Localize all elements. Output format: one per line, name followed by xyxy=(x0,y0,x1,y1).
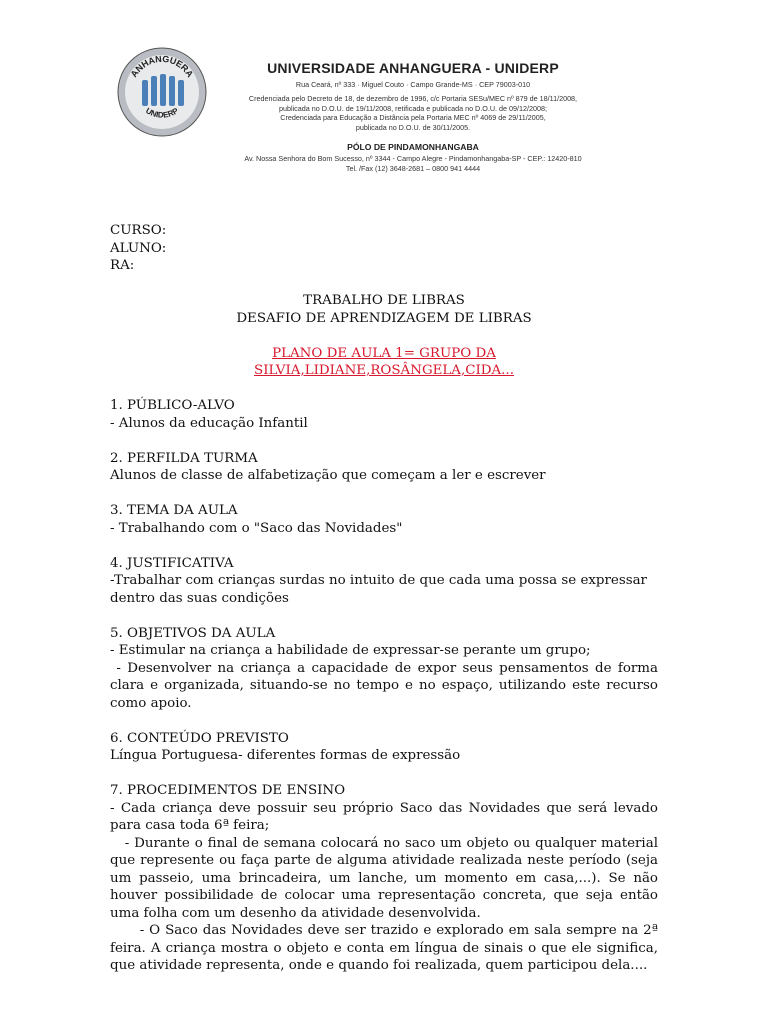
section-7-title: 7. PROCEDIMENTOS DE ENSINO xyxy=(110,783,346,798)
accreditation-line-2: publicada no D.O.U. de 19/11/2008, retificada e publicada no D.O.U. de 09/12/2008; xyxy=(279,103,547,113)
section-7-text-1: - Cada criança deve possuir seu próprio Saco das Novidades que será levado para casa toda 6ª feira; xyxy=(110,800,658,833)
university-logo xyxy=(116,46,208,138)
work-subtitle: DESAFIO DE APRENDIZAGEM DE LIBRAS xyxy=(236,310,532,326)
university-address: Rua Ceará, nº 333 · Miguel Couto · Campo Grande-MS · CEP 79003-010 xyxy=(295,80,531,89)
document-body xyxy=(110,222,663,975)
aluno-label: ALUNO: xyxy=(110,240,167,256)
accreditation-line-1: Credenciada pelo Decreto de 18, de dezembro de 1996, c/c Portaria SESu/MEC nº 879 de 18/11/2008, xyxy=(248,94,578,103)
section-5-text-2: - Desenvolver na criança a capacidade de expor seus pensamentos de forma clara e organizada, situando-se no tempo e no espaço, utilizando este recurso como apoio. xyxy=(110,660,663,711)
polo-address: Av. Nossa Senhora do Bom Sucesso, nº 3344 - Campo Alegre - Pindamonhangaba-SP - CEP.: 12420-810 xyxy=(244,154,582,163)
section-2-text: Alunos de classe de alfabetização que começam a ler e escrever xyxy=(110,468,546,483)
section-2-title: 2. PERFILDA TURMA xyxy=(110,450,258,466)
logo-text-bottom: UNIDERP xyxy=(144,106,180,120)
work-title: TRABALHO DE LIBRAS xyxy=(303,293,465,308)
section-1-text: - Alunos da educação Infantil xyxy=(110,415,308,431)
section-5-title: 5. OBJETIVOS DA AULA xyxy=(110,625,276,641)
section-7-text-3: - O Saco das Novidades deve ser trazido e explorado em sala sempre na 2ª feira. A criança mostra o objeto e conta em língua de sinais o que ele significa, que atividade representa, onde e quando foi realizada, quem participou dela.... xyxy=(110,923,663,973)
section-7-text-2: - Durante o final de semana colocará no saco um objeto ou qualquer material que represente ou faça parte de alguma atividade realizada neste período (seja um passeio, uma brincadeira, um lanche, um momento em casa,...). Se não houver possibilidade de colocar uma representação concreta, que seja então uma folha com um desenho da atividade desenvolvida. xyxy=(110,835,663,921)
section-6-text: Língua Portuguesa- diferentes formas de expressão xyxy=(110,748,461,763)
section-4-text: -Trabalhar com crianças surdas no intuito de que cada uma possa se expressar dentro das suas condições xyxy=(110,573,647,606)
letterhead xyxy=(112,40,672,190)
section-6-title: 6. CONTEÚDO PREVISTO xyxy=(110,730,289,746)
section-4-title: 4. JUSTIFICATIVA xyxy=(110,555,234,571)
ra-label: RA: xyxy=(110,258,135,273)
polo-phone: Tel. /Fax (12) 3648-2681 – 0800 941 4444 xyxy=(345,163,481,173)
plan-title-line-1: PLANO DE AULA 1= GRUPO DA xyxy=(272,345,496,361)
section-5-text-1: - Estimular na criança a habilidade de expressar-se perante um grupo; xyxy=(110,643,591,658)
accreditation-line-3: Credenciada para Educação a Distância pela Portaria MEC nº 4069 de 29/11/2005, xyxy=(280,113,546,123)
logo-text-top: ANHANGUERA xyxy=(128,53,196,80)
university-name: UNIVERSIDADE ANHANGUERA - UNIDERP xyxy=(267,60,559,76)
accreditation-line-4: publicada no D.O.U. de 30/11/2005. xyxy=(355,122,471,132)
curso-label: CURSO: xyxy=(110,223,167,238)
section-3-title: 3. TEMA DA AULA xyxy=(110,503,238,518)
section-1-title: 1. PÚBLICO-ALVO xyxy=(110,398,235,413)
section-3-text: - Trabalhando com o "Saco das Novidades" xyxy=(110,520,403,536)
polo-name: PÓLO DE PINDAMONHANGABA xyxy=(347,142,479,152)
plan-title-line-2: SILVIA,LIDIANE,ROSÂNGELA,CIDA... xyxy=(254,363,514,378)
